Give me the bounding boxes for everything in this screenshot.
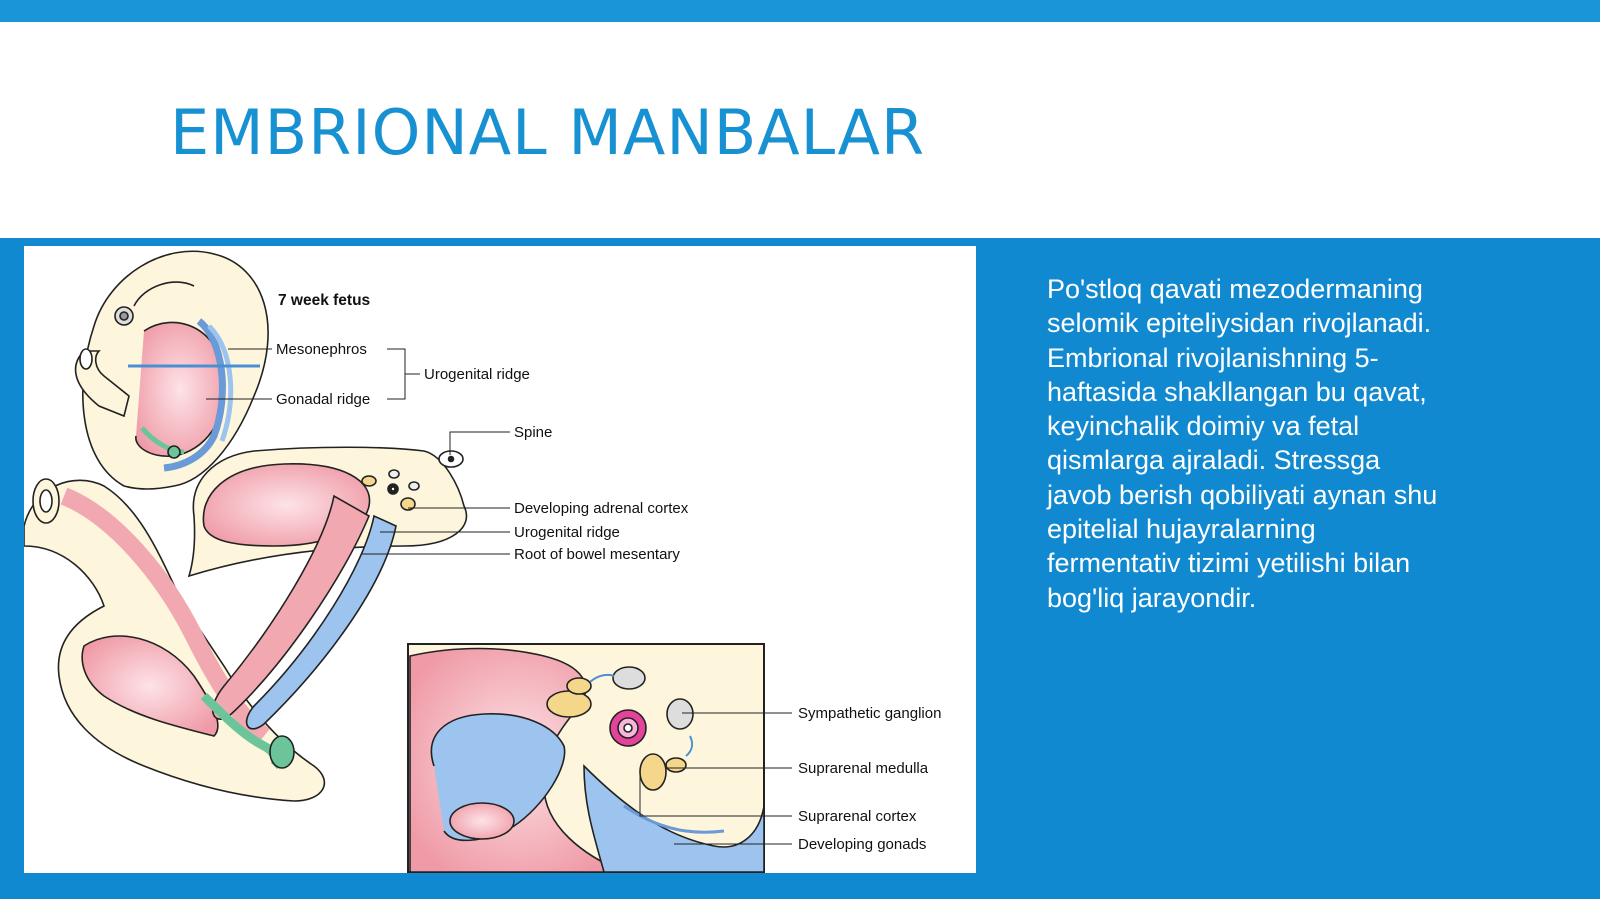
embryology-diagram xyxy=(24,246,976,873)
label-urogenital-ridge-top: Urogenital ridge xyxy=(424,366,530,383)
label-spine: Spine xyxy=(514,424,553,441)
slide-body-text: Po'stloq qavati mezodermaning selomik epiteliysidan rivojlanadi. Embrional rivojlanishning 5-haftasida shakllangan bu qavat, keyinchalik doimiy va fetal qismlarga ajraladi. Stressga javob berish qobiliyati aynan shu epitelial hujayralarning fermentativ tizimi yetilishi bilan bog'liq jarayondir. xyxy=(1047,274,1438,613)
label-urogenital-ridge: Urogenital ridge xyxy=(514,524,620,541)
label-root-of-bowel-mesentary: Root of bowel mesentary xyxy=(514,546,680,563)
label-suprarenal-medulla: Suprarenal medulla xyxy=(798,760,929,777)
embryology-figure xyxy=(24,246,976,873)
label-gonadal-ridge: Gonadal ridge xyxy=(276,391,371,408)
inset-illustration xyxy=(408,644,764,872)
label-suprarenal-cortex: Suprarenal cortex xyxy=(798,808,917,825)
label-7-week-fetus: 7 week fetus xyxy=(278,292,371,309)
top-accent-bar xyxy=(0,0,1600,22)
cross-section-illustration xyxy=(24,447,467,801)
label-developing-gonads: Developing gonads xyxy=(798,836,927,853)
label-sympathetic-ganglion: Sympathetic ganglion xyxy=(798,705,942,722)
slide-title: EMBRIONAL MANBALAR xyxy=(170,96,926,169)
label-mesonephros: Mesonephros xyxy=(276,341,367,358)
label-developing-adrenal-cortex: Developing adrenal cortex xyxy=(514,500,689,517)
